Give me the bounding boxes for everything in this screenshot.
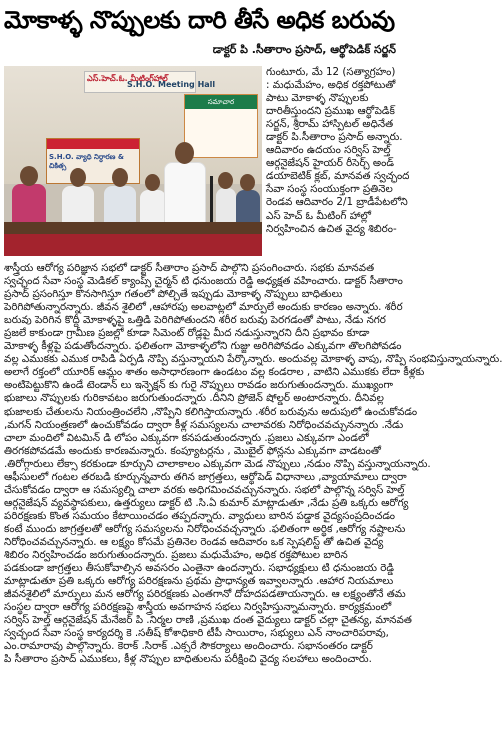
- news-photo: [4, 66, 262, 256]
- column-line: సర్జన్, శ్రీరామ్ హాస్పిటల్ అధినేత: [266, 118, 394, 131]
- right-banner-text: సమాచార: [185, 95, 257, 109]
- body-line: అలాగే రక్తంలో యూరిక్ ఆమ్లం శాతం అసాధారణంగా ఉండటం వల్ల కండరాల , వాటిని ఎముకకు లేదా కీళ్లకు: [4, 366, 425, 379]
- column-line: సేవా సంస్థ సంయుక్తంగా ప్రతినెల: [266, 183, 393, 196]
- body-line: సర్విస్ హెల్త్ ఆర్గనైజేషన్ మేనేజర్ పి .నిర్మల రాణి ,ప్రముఖ దంత వైద్యులు డాక్టర్ చల్లా చైతన్య, మానవత: [4, 614, 412, 627]
- body-line: పడకుండా జాగ్రత్తలు తీసుకోవాల్సిన అవసరం ఎంతైనా ఉందన్నారు. సభాధ్యక్షులు టి ధనుంజయ రెడ్డి: [4, 562, 395, 575]
- body-line: భుజాలకు చేతులను నియంత్రించలేని ,నొప్పిని కలిగిస్తాయన్నారు .శరీర బరువును అదుపులో ఉంచుకోవడం: [4, 405, 418, 418]
- body-line: తిరగకపోవడమే అందుకు కారణమన్నారు. కంప్యూటర్లను , మొబైల్ ఫోన్లను ఎక్కువగా వాడటంతో: [4, 444, 381, 457]
- hall-sign: [84, 71, 216, 93]
- column-line: రెండవ ఆదివారం 2/1 బ్రాడీపేటలోని: [266, 196, 408, 209]
- column-line: ఆర్గనైజేషన్ హైయర్ రీసెర్చ్ అండ్: [266, 157, 394, 170]
- hospital-sign-text: ఎస్.హెచ్.ఓ. మీటింగ్‌హాల్: [87, 74, 168, 83]
- body-line: భుజాలు నొప్పులకు గురికావటం జరుగుతుందన్నారు .దీనిని ప్రోజెన్ షోల్డర్ అంటారన్నారు. దీనివల్ల: [4, 392, 384, 405]
- left-banner-text: S.H.O. వ్యాధి నిర్ధారణ & చికిత్స: [49, 153, 124, 170]
- body-line: బరువు పెరిగిన కొద్దీ మోకాళ్ళపై ఒత్తిడి పెరిగిపోతుందని శరీర బరువు పెరగడంతో పాటు, నేడు నగర: [4, 314, 386, 327]
- body-line: మాట్లాడుతూ ప్రతి ఒక్కరు ఆరోగ్య పరిరక్షణను ప్రథమ ప్రాధాన్యత ఇవ్వాలన్నారు .ఆహార నియమాలు: [4, 575, 394, 588]
- meeting-hall-text: S.H.O. Meeting Hall: [127, 80, 216, 89]
- column-line: దారితీస్తుందని ప్రముఖ ఆర్థోపెడిక్: [266, 105, 395, 118]
- body-line: మోకాళ్ళ కీళ్లపై పడుతోందన్నారు. ఫలితంగా మోకాళ్ళలోని గుజ్జు అరిగిపోవడం ఎక్కువగా తొలగిపోవడం: [4, 340, 402, 353]
- column-line: ఆదివారం ఉదయం సర్విస్ హెల్త్: [266, 144, 391, 157]
- column-line: నిర్వహించిన ఉచిత వైద్య శిబిరం-: [266, 222, 397, 235]
- column-line: : మధుమేహం, అధిక రక్తపోటుతో: [266, 79, 396, 92]
- body-line: నిరోధించవచ్చునన్నారు. ఆ లక్ష్యం కోసమే ప్రతినెల రెండవ ఆదివారం ఒక స్పెషలిస్ట్ తో ఉచిత వైద్య: [4, 535, 384, 548]
- body-line: ఎం.రామారావు పాల్గొన్నారు. కెరాక్ .సిరాక్ .ఎక్సరే సౌకర్యాలు అందించారు. సభానంతరం డాక్టర్: [4, 640, 373, 653]
- body-line: కంటే ముందు జాగ్రత్తలతో ఆరోగ్య సమస్యలను నిరోధించవచ్చన్నారు .ఫలితంగా అర్థిక ,ఆరోగ్య నష్టాలను: [4, 522, 406, 535]
- body-line: ఆర్గనైజేషన్ వ్యవస్థాపకులు, ఉత్తర్యులు డాక్టర్ టి .సి.ఏ కుమార్ మాట్లాడుతూ ,నేడు ప్రతి ఒక్కరు ఆరోగ్య: [4, 496, 409, 509]
- byline: డాక్టర్ పి .సీతారాం ప్రసాద్, ఆర్థోపెడిక్ సర్జన్: [212, 43, 396, 56]
- body-line: చేసుకోవడం ద్వారా ఆ సమస్యల్ని చాలా వరకు అధిగమించవచ్చునన్నారు. సభలో పాల్గొన్న సర్విస్ హెల్త్: [4, 483, 405, 496]
- body-line: స్వచ్ఛంద సేవా సంస్థ కార్యదర్శి కె .సతీష్ కోశాధికారి టీపీ సాయిరాం, సభ్యులు ఎన్ నాంచారిపరావు,: [4, 627, 389, 640]
- column-line: గుంటూరు, మే 12 (సత్యాగ్రహం): [266, 66, 396, 78]
- column-line: ఎస్ హెచ్ ఓ మీటింగ్ హాల్లో: [266, 209, 371, 222]
- side-column: [266, 66, 410, 236]
- headline: మోకాళ్ళ నొప్పులకు దారి తీసే అధిక బరువు: [4, 6, 395, 34]
- body-line: స్వచ్ఛంద సేవా సంస్థ మెడికల్ క్యాంప్స్ చైర్మన్ టి ధనుంజయ రెడ్డి అధ్యక్షత వహించారు. డాక్టర్ సీతారాం: [4, 275, 403, 288]
- body-line: పరిరక్షణకు కొంత సమయం కేటాయించడం తప్పదన్నారు. వ్యాధులు బారిన పడ్డాక వైద్యసంప్రదించడం: [4, 509, 396, 522]
- body-line: [4, 680, 400, 693]
- body-line: సంస్థల ద్వారా ఆరోగ్య పరిరక్షణపై శాస్త్రీయ అవగాహన సభలు నిర్వహిస్తున్నామన్నారు. కార్యక్రమంలో: [4, 601, 392, 614]
- body-line: జీవనశైలిలో మార్పులు మన ఆరోగ్య పరిరక్షణకు ఎంతగానో దోహదపడతాయన్నారు. ఆ లక్ష్యంతోనే తమ: [4, 588, 406, 601]
- body-line: ,మగన్ నియంత్రణలో ఉంచుకోవడం ద్వారా కీళ్ల సమస్యలను చాలావరకు నిరోధించవచ్చునన్నారు .నేడు: [4, 418, 404, 431]
- body-line: చాలా మందిలో విటమిన్ డి లోపం ఎక్కువగా కనపడుతుందన్నారు .ప్రజలు ఎక్కువగా ఎండలో: [4, 431, 369, 444]
- body-line: .తిరోగ్గారులు లేక్సా కరకుండా కూర్చుని చాలాకాలం ఎక్కువగా మెడ నొప్పులు ,నడుం నొప్పి వస్తున్నాయన్నారు.: [4, 457, 431, 470]
- body-line: అంటిపెట్టుకొని ఉండే టెండాన్ లు ఇన్ఫెక్షన్ కు గురై నొప్పులు రావడం జరుగుతుందన్నారు. ముఖ్యంగా: [4, 379, 393, 392]
- article-body: [4, 262, 503, 693]
- column-line: పాటు మోకాళ్ళ నొప్పులకు: [266, 92, 369, 105]
- body-line: ఆఫీసులలో గంటల తరబడి కూర్చున్నవారు తగిన జాగ్రత్తలు, ఆర్థోపెడ్ విధానాలు ,వ్యాయామాలు ద్వారా: [4, 470, 407, 483]
- body-line: పెరిగిపోతున్నారన్నారు. జీవన శైలిలో ,ఆహారపు అలవాట్లలో మార్పులే అందుకు కారణం అన్నారు. శరీర: [4, 301, 403, 314]
- right-banner: [184, 94, 258, 158]
- body-line: [4, 666, 400, 679]
- body-line: పి సీతారాం ప్రసాద్ ఎముకలు, కీళ్ల నొప్పుల బాధితులను పరీక్షించి వైద్య సలహాలు అందించారు.: [4, 653, 372, 666]
- column-line: డయాబెటిక్ క్లబ్, మానవత స్వచ్ఛంద: [266, 170, 410, 183]
- body-line: వల్ల ఎముకకు ఎముక రాపిడి ఏర్పడి నొప్పి వస్తున్నాయని పేర్కొన్నారు. అందువల్ల మోకాళ్ళ వాపు, నొప్పి సంభవిస్తున్నాయన్నారు.: [4, 353, 503, 366]
- body-line: ప్రజలే కాకుండా గ్రామీణ ప్రజల్లో కూడా సిమెంట్ రోడ్లపై మీద నడుస్తున్నారని దీని ప్రభావం కూడా: [4, 327, 370, 340]
- column-line: డాక్టర్ పి.సీతారాం ప్రసాద్ అన్నారు.: [266, 131, 403, 144]
- body-line: శాస్త్రీయ ఆరోగ్య పరిజ్ఞాన సభలో డాక్టర్ సీతారాం ప్రసాద్ పాల్గొని ప్రసంగించారు. సభకు మానవత: [4, 262, 375, 274]
- body-line: ప్రసాద్ ప్రసంగిస్తూ కొనసాగిస్తూ గతంలో పోల్చితే ఇప్పుడు మోకాళ్ళ నొప్పులు బాధితులు: [4, 288, 343, 301]
- body-line: శిబిరం నిర్వహించడం జరుగుతుందన్నారు. ప్రజలు మధుమేహం, అధిక రక్తపోటుల బారిన: [4, 549, 348, 562]
